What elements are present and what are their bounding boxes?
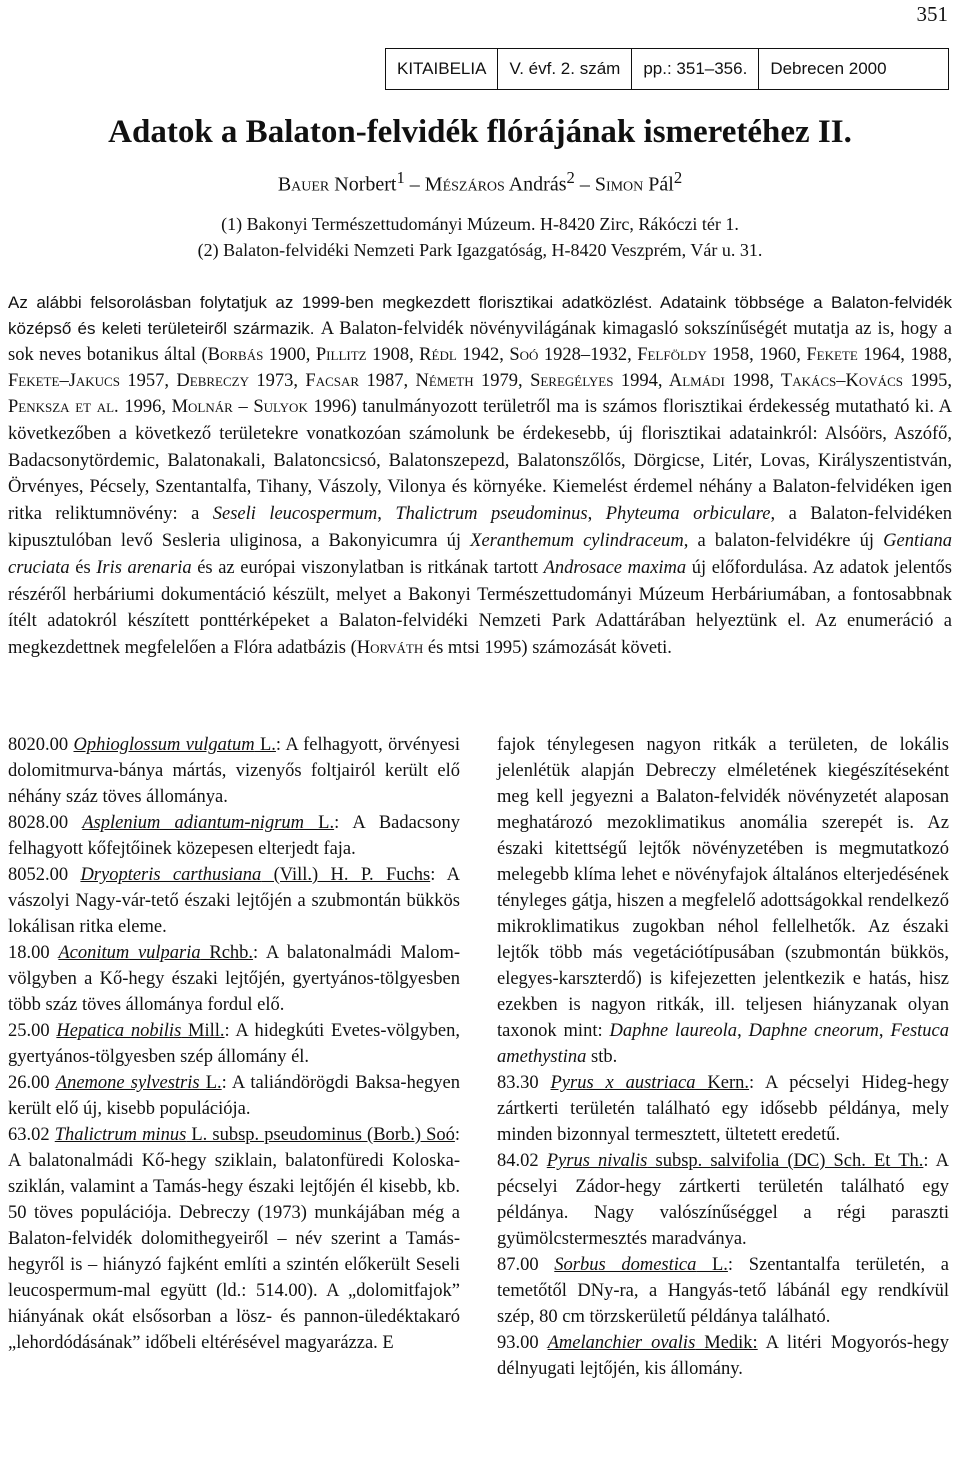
author-1-surname: Bauer [277,173,330,196]
entry-text: : A hidegkúti Evetes-völgyben, gyertyános-tölgyesben szép állomány él. [8,1021,460,1067]
species-name: Phyteuma orbiculare [605,504,771,525]
body-text-start: A Balaton-felvidék növényvilágának kimagasló sokszínűségét mutatja az is, hogy a sok neves botanikus által ( [8,319,952,365]
entry-code: 18.00 [8,943,59,963]
left-column [8,732,460,1356]
entry-author: L. [696,1255,728,1275]
author-1-affil: 1 [396,168,405,187]
separator: , [737,1021,749,1041]
right-entries [497,1070,949,1382]
affiliation-2: (2) Balaton-felvidéki Nemzeti Park Igazgatóság, H-8420 Veszprém, Vár u. 31. [197,240,763,260]
affiliation-1: (1) Bakonyi Természettudományi Múzeum. H-8420 Zirc, Rákóczi tér 1. [221,214,739,234]
entry-text: : A balatonalmádi Kő-hegy sziklain, balatonfüredi Koloska-sziklán, valamint a Tamás-hegy északi lejtőjén él kisebb, kb. 50 töves populációja. Debreczy (1973) munkájában még a Balaton-felvidék dolomithegyeiről – név szerint a Tamás-hegyről is – hiányzó fajként említi a szintén előkerült Seseli leucospermum-mal együtt (ld.: 514.00). A „dolomitfajok” hiányának okát elsősorban a lösz- és pannon-üledéktakaró „lehordódásának” időbeli eltérésével magyarázza. E [8,1125,461,1353]
author-2-affil: 2 [566,168,575,187]
entry-text: : A Badacsony felhagyott kőfejtőinek közepesen elterjedt faja. [8,813,460,859]
entry-species: Thalictrum minus [54,1125,187,1145]
species-entry [8,810,460,862]
species-name: Festuca amethystina [497,1021,949,1067]
entry-text: : A pécselyi Hideg-hegy zártkerti területén található egy idősebb példánya, mely minden bizonnyal termesztett, ültetett eredetű. [497,1073,950,1145]
body-text-part: , a Balaton-felvidéken kipusztulóban levő Sesleria uliginosa, a Bakonyicumra új [8,504,953,551]
entry-text: : A pécselyi Zádor-hegy zártkerti területén található egy példánya. Nagy valószínűséggel a régi paraszti gyümölcstermesztés maradványa. [497,1151,950,1249]
species-entry [497,1148,949,1252]
species-entry [8,1018,460,1070]
species-name: Seseli leucospermum [212,504,378,525]
abstract-text: Az alábbi felsorolásban folytatjuk az 1999-ben megkezdett florisztikai adatközlést. Adataink többsége a Balaton-felvidék középső és keleti területeiről származik. [8,293,952,338]
entry-code: 83.30 [497,1073,551,1093]
entry-author: Kern. [695,1073,749,1093]
entry-text: : A taliándörögdi Baksa-hegyen került elő új, kisebb populációja. [8,1073,460,1119]
author-3-given: Pál [643,173,674,196]
entry-species: Anemone sylvestris [55,1073,200,1093]
species-entry [8,732,460,810]
body-text-part: és [69,557,97,578]
author-2-surname: Mészáros [424,173,505,196]
entry-code: 8020.00 [8,735,74,755]
species-name: Daphne laureola [609,1021,738,1041]
species-entry [8,1122,460,1356]
entry-code: 93.00 [497,1333,548,1353]
entry-code: 87.00 [497,1255,555,1275]
separator: , [587,504,606,525]
body-text-part: új előfordulása. Az adatok jelentős részéről herbáriumi dokumentáció készült, melyet a Bakonyi Természettudományi Múzeum Herbáriumában, a fontosabbnak ítélt adatokról készített ponttérképeket a Balaton-felvidéki Nemzeti Park Adattárában helyeztünk el. Az enumeráció a megkezdettnek megfelelően a Flóra adatbázis ( [8,557,952,659]
species-name: Daphne cneorum [748,1021,879,1041]
species-entry [497,1330,949,1382]
species-entry [8,940,460,1018]
entry-author: Rchb. [200,943,254,963]
right-column [497,732,949,1382]
species-entry [497,1252,949,1330]
entry-code: 8052.00 [8,865,81,885]
journal-header [385,48,949,90]
entry-species: Pyrus x austriaca [550,1073,696,1093]
body-text-part: ) tanulmányozott területről ma is számos florisztikai érdekesség mutatható ki. A következőben a következő területekre vonatkozóan számolunk be érdekesebb, új florisztikai adatainkról: Alsóörs, Aszófő, Badacsonytördemic, Balatonakali, Balatoncsicsó, Balatonszepezd, Balatonszőlős, Dörgicse, Litér, Lovas, Királyszentistván, Örvényes, Pécsely, Szentantalfa, Tihany, Vászoly, Vilonya és környéke. Kiemelést érdemel néhány a Balaton-felvidéken igen ritka reliktumnövény: a [8,397,952,525]
author-3-surname: Simon [594,173,644,196]
entry-text: : A vászolyi Nagy-vár-tető északi lejtőjén a szubmontán bükkös lokálisan ritka eleme. [8,865,460,937]
abstract [8,290,952,662]
entry-species: Dryopteris carthusiana [80,865,262,885]
species-name: Thalictrum pseudominus [395,504,588,525]
entry-author: L. [199,1073,222,1093]
entry-code: 8028.00 [8,813,83,833]
entry-species: Hepatica nobilis [56,1021,182,1041]
entry-author: subsp. salvifolia (DC) Sch. Et Th. [647,1151,924,1171]
author-sep: – [574,173,595,196]
author-sep: – [404,173,425,196]
species-name: Androsace maxima [543,557,687,578]
species-entry [8,862,460,940]
entry-code: 26.00 [8,1073,56,1093]
author-1-given: Norbert [329,173,397,196]
entry-text: A litéri Mogyorós-hegy délnyugati lejtőjén, kis állomány. [497,1333,950,1379]
entry-code: 63.02 [8,1125,55,1145]
body-text [8,397,952,658]
entry-species: Pyrus nivalis [546,1151,648,1171]
article-title: Adatok a Balaton-felvidék flórájának ismeretéhez II. [108,114,852,150]
entry-species: Sorbus domestica [554,1255,697,1275]
page-number: 351 [916,2,948,26]
continuation-paragraph [497,732,949,1070]
continuation-end: stb. [586,1047,618,1067]
reference-author: Horváth [356,638,424,659]
species-entry [497,1070,949,1148]
entry-author: L. [304,813,335,833]
body-text-part: , a balaton-felvidékre új [683,530,884,551]
entry-author: Mill. [181,1021,225,1041]
entry-text: : A felhagyott, örvényesi dolomitmurva-bánya mártás, vizenyős foltjairól került elő néhány száz töves állománya. [8,735,461,807]
entry-author: L. subsp. pseudominus (Borb.) Soó [186,1125,455,1145]
authors-line [0,168,960,197]
author-2-given: András [504,173,567,196]
journal-name: KITAIBELIA [397,59,487,78]
species-entry [8,1070,460,1122]
species-name: Iris arenaria [96,557,192,578]
separator: , [377,504,396,525]
body-text-part: és mtsi 1995) számozását követi. [423,638,672,659]
entry-text: : Szentantalfa területén, a temetőtől DNy-ra, a Hangyás-tető lábánál egy rendkívül szép, 80 cm törzskerületű példánya található. [497,1255,949,1327]
species-name: Xeranthemum cylindraceum [470,530,684,551]
author-3-affil: 2 [673,168,683,187]
entry-code: 25.00 [8,1021,57,1041]
entry-species: Ophioglossum vulgatum [73,735,255,755]
species-name: Gentiana cruciata [8,530,953,578]
entry-author: Medik: [695,1333,758,1353]
entry-author: (Vill.) H. P. Fuchs [261,865,431,885]
entry-species: Aconitum vulparia [58,943,201,963]
journal-volume: V. évf. 2. szám [497,49,631,89]
entry-species: Asplenium adiantum-nigrum [82,813,305,833]
continuation-text: fajok ténylegesen nagyon ritkák a területen, de lokális jelenlétük alapján Debreczy elméletének kiegészítéseként meg kell jegyezni a Balaton-felvidék növényzetét alaposan meghatározó mezoklimatikus anomália szerepét is. Az északi kitettségű lejtők növényzetében is megmutatkozó melegebb klíma lehet e növényfajok általános elterjedésének tényleges gátja, hiszen a megfelelő adottságokkal rendelkező mikroklimatikus zugokban néhol fellelhetők. Az északi lejtők több más vegetációtípusában (szubmontán bükkös, elegyes-karszterdő) is kifejezetten jelentkezik e hatás, hisz ezekben is nagyon ritkák, ill. teljesen hiányzanak olyan taxonok mint: [497,735,949,1041]
body-text-part: és az európai viszonylatban is ritkának tartott [191,557,544,578]
journal-place-year: Debrecen 2000 [758,49,897,89]
journal-pages: pp.: 351–356. [631,49,758,89]
entry-code: 84.02 [497,1151,547,1171]
entry-author: L. [254,735,276,755]
reference-list: Borbás 1900, Pillitz 1908, Rédl 1942, Soó 1928–1932, Felföldy 1958, 1960, Fekete 1964, 1988, Fekete–Jakucs 1957, Debreczy 1973, Facsar 1987, Németh 1979, Seregélyes 1994, Almádi 1998, Takács–Kovács 1995, Penksza et al. 1996, Molnár – Sulyok 1996 [8,345,952,417]
separator: , [878,1021,891,1041]
entry-species: Amelanchier ovalis [547,1333,696,1353]
entry-text: : A balatonalmádi Malom-völgyben a Kő-hegy északi lejtőjén, gyertyános-tölgyesben több száz töves állománya fordul elő. [8,943,461,1015]
